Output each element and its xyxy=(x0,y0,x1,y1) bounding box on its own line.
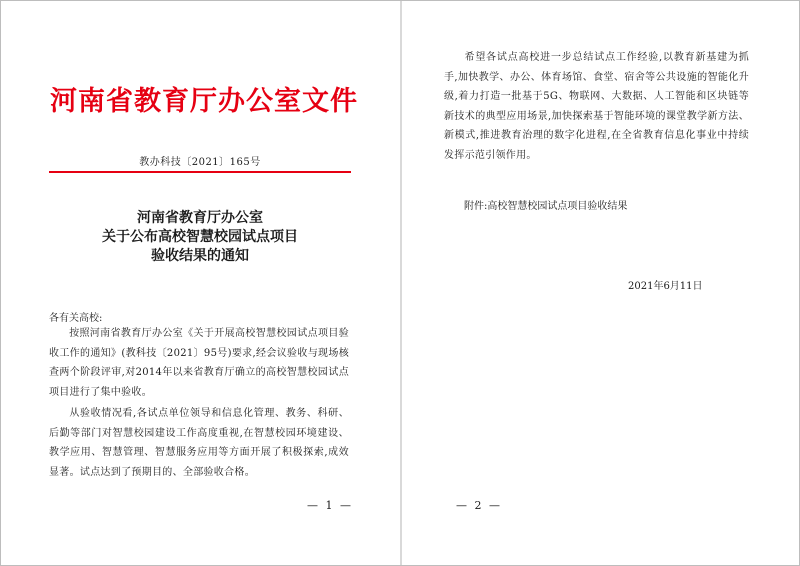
notice-title xyxy=(49,209,351,266)
document-header-title: 河南省教育厅办公室文件 xyxy=(50,86,358,117)
attachment-line: 附件:高校智慧校园试点项目验收结果 xyxy=(464,201,628,212)
body-paragraph-1 xyxy=(49,324,349,402)
notice-title-line-3: 验收结果的通知 xyxy=(151,248,249,264)
page-number-1: — 1 — xyxy=(307,499,353,512)
issue-date: 2021年6月11日 xyxy=(628,281,703,292)
paragraph-text: 从验收情况看,各试点单位领导和信息化管理、教务、科研、后勤等部门对智慧校园建设工作高度重视,在智慧校园环境建设、教学应用、智慧管理、智慧服务应用等方面开展了积极探索,成效显著。试点达到了预期目的、全部验收合格。 xyxy=(49,408,349,478)
red-divider-line xyxy=(49,171,351,173)
page-2 xyxy=(402,1,799,565)
salutation: 各有关高校: xyxy=(49,313,103,324)
document-number: 教办科技〔2021〕165号 xyxy=(139,157,261,168)
paragraph-text: 希望各试点高校进一步总结试点工作经验,以教育新基建为抓手,加快教学、办公、体育场馆、食堂、宿舍等公共设施的智能化升级,着力打造一批基于5G、物联网、大数据、人工智能和区块链等新技术的典型应用场景,加快探索基于智能环境的课堂教学新方法、新模式,推进教育治理的数字化进程,在全省教育信息化事业中持续发挥示范引领作用。 xyxy=(444,52,749,161)
body-paragraph-2 xyxy=(49,404,349,482)
paragraph-text: 按照河南省教育厅办公室《关于开展高校智慧校园试点项目验收工作的通知》(教科技〔2021〕95号)要求,经会议验收与现场核查两个阶段评审,对2014年以来省教育厅确立的高校智慧校园试点项目进行了集中验收。 xyxy=(49,328,349,398)
notice-title-line-2: 关于公布高校智慧校园试点项目 xyxy=(102,229,298,245)
notice-title-line-1: 河南省教育厅办公室 xyxy=(137,210,263,226)
body-paragraph-3 xyxy=(444,48,749,165)
page-1 xyxy=(1,1,400,565)
page-number-2: — 2 — xyxy=(456,499,502,512)
